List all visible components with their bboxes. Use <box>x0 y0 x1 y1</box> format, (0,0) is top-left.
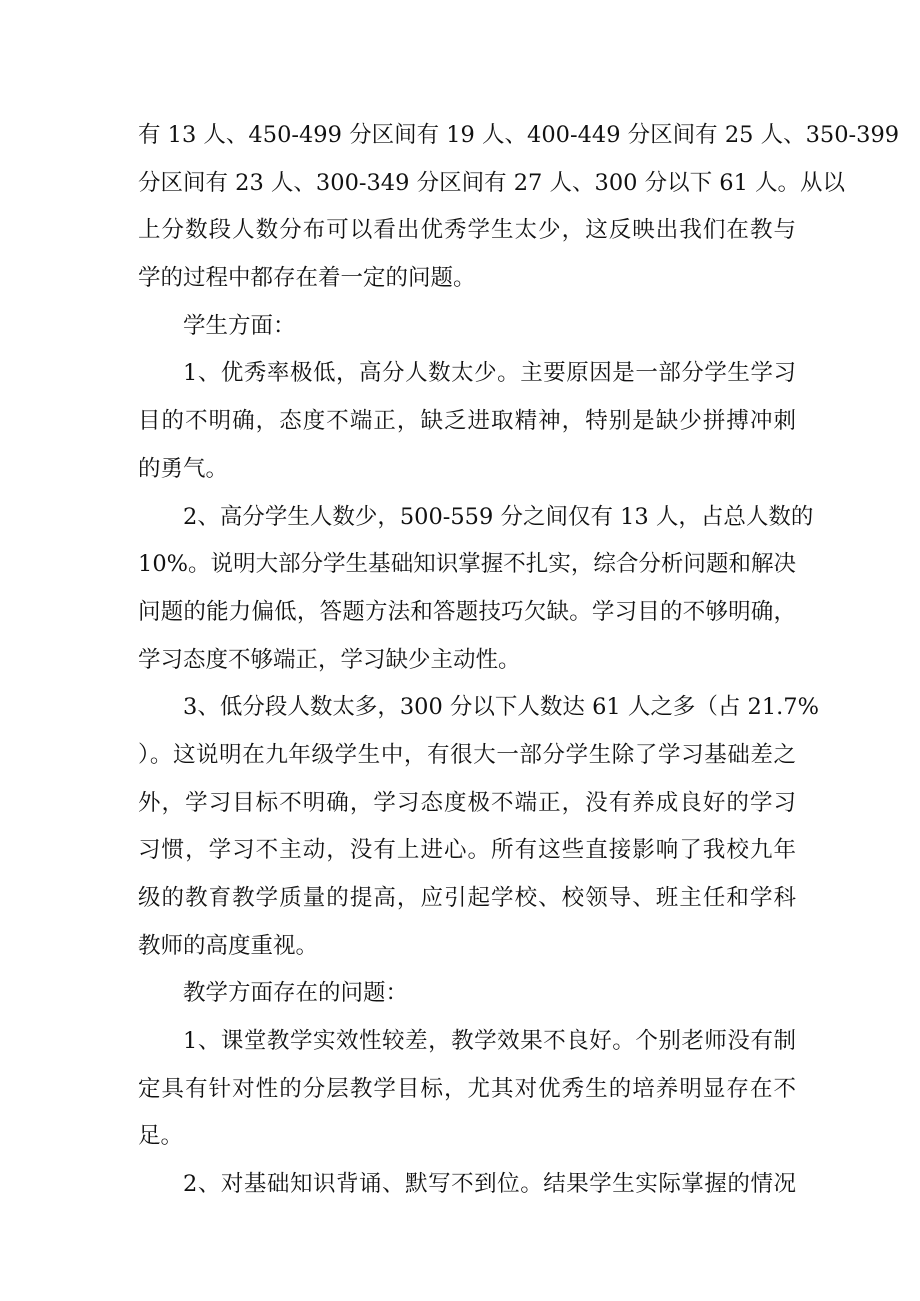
text-line: 10%。说明大部分学生基础知识掌握不扎实，综合分析问题和解决 <box>138 551 796 578</box>
text-line: 2、高分学生人数少，500-559 分之间仅有 13 人，占总人数的 <box>183 503 814 530</box>
text-line: 目的不明确，态度不端正，缺乏进取精神，特别是缺少拼搏冲刺 <box>138 408 796 435</box>
text-line: 教师的高度重视。 <box>138 932 319 959</box>
text-line: 级的教育教学质量的提高，应引起学校、校领导、班主任和学科 <box>138 885 796 911</box>
text-line: 的勇气。 <box>138 455 229 482</box>
text-line: 足。 <box>138 1123 184 1150</box>
text-line: 2、对基础知识背诵、默写不到位。结果学生实际掌握的情况 <box>183 1171 796 1198</box>
text-line: 教学方面存在的问题： <box>183 980 409 1007</box>
text-line: 1、优秀率极低，高分人数太少。主要原因是一部分学生学习 <box>183 360 796 387</box>
text-line: ）。这说明在九年级学生中，有很大一部分学生除了学习基础差之 <box>138 741 796 768</box>
text-line: 3、低分段人数太多，300 分以下人数达 61 人之多（占 21.7% <box>183 694 819 721</box>
text-line: 分区间有 23 人、300-349 分区间有 27 人、300 分以下 61 人。从以 <box>138 169 846 196</box>
text-line: 上分数段人数分布可以看出优秀学生太少，这反映出我们在教与 <box>138 217 796 244</box>
text-line: 外，学习目标不明确，学习态度极不端正，没有养成良好的学习 <box>138 789 796 816</box>
text-line: 定具有针对性的分层教学目标，尤其对优秀生的培养明显存在不 <box>138 1075 796 1102</box>
text-line: 1、课堂教学实效性较差，教学效果不良好。个别老师没有制 <box>183 1028 796 1055</box>
text-line: 问题的能力偏低，答题方法和答题技巧欠缺。学习目的不够明确， <box>138 598 796 625</box>
text-line: 有 13 人、450-499 分区间有 19 人、400-449 分区间有 25 人、350-399 <box>138 122 900 148</box>
text-line: 习惯，学习不主动，没有上进心。所有这些直接影响了我校九年 <box>138 837 796 864</box>
text-line: 学习态度不够端正，学习缺少主动性。 <box>138 646 521 673</box>
text-line: 学的过程中都存在着一定的问题。 <box>138 265 476 292</box>
document-page <box>138 112 900 1209</box>
text-line: 学生方面： <box>183 312 296 339</box>
